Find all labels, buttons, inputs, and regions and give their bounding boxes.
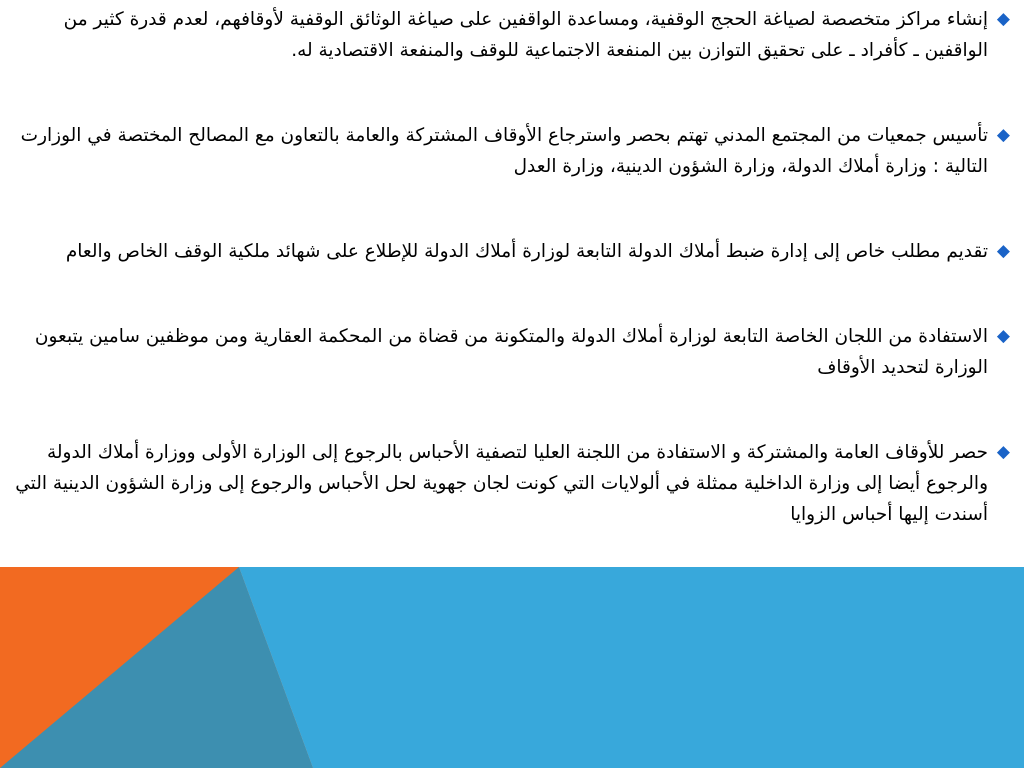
bullet-text: الاستفادة من اللجان الخاصة التابعة لوزارة أملاك الدولة والمتكونة من قضاة من المحكمة العقارية ومن موظفين سامين يتبعون الوزارة لتحديد الأوقاف: [34, 326, 988, 378]
blue-shape: [239, 567, 1024, 768]
bullet-text: تأسيس جمعيات من المجتمع المدني تهتم بحصر واسترجاع الأوقاف المشتركة والعامة بالتعاون مع المصالح المختصة في الوزارت التالية : وزارة أملاك الدولة، وزارة الشؤون الدينية، وزارة العدل: [20, 125, 988, 177]
bullet-item: [8, 236, 1010, 267]
bullet-text: تقديم مطلب خاص إلى إدارة ضبط أملاك الدولة التابعة لوزارة أملاك الدولة للإطلاع على شهائد ملكية الوقف الخاص والعام: [65, 241, 988, 262]
bullet-item: [8, 120, 1010, 182]
diamond-bullet-icon: ◆: [996, 241, 1010, 261]
bullet-text: حصر للأوقاف العامة والمشتركة و الاستفادة من اللجنة العليا لتصفية الأحباس بالرجوع إلى الوزارة الأولى ووزارة أملاك الدولة والرجوع أيضا إلى وزارة الداخلية ممثلة في ألولايات التي كونت لجان جهوية لحل الأحباس والرجوع إلى وزارة الشؤون الدينية التي أسندت إليها أحباس الزوايا: [15, 442, 988, 525]
diamond-bullet-icon: ◆: [996, 326, 1010, 346]
diamond-bullet-icon: ◆: [996, 442, 1010, 462]
bullet-item: [8, 321, 1010, 383]
bullet-list: [8, 4, 1010, 530]
bullet-item: [8, 437, 1010, 530]
bullet-text: إنشاء مراكز متخصصة لصياغة الحجج الوقفية، ومساعدة الواقفين على صياغة الوثائق الوقفية لأوقافهم، لعدم قدرة كثير من الواقفين ـ كأفراد ـ على تحقيق التوازن بين المنفعة الاجتماعية للوقف والمنفعة الاقتصادية له.: [63, 9, 988, 61]
diamond-bullet-icon: ◆: [996, 9, 1010, 29]
bullet-item: [8, 4, 1010, 66]
diamond-bullet-icon: ◆: [996, 125, 1010, 145]
